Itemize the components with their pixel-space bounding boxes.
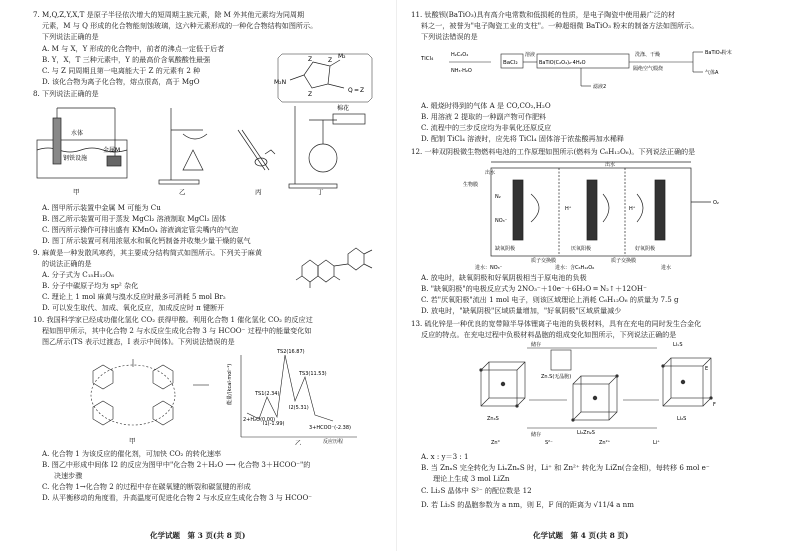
q12-option-b: B. "缺氧阴极"的电极反应式为 2NO₃⁻＋10e⁻＋6H₂O ═ N₂↑＋12OH⁻ [421,284,647,293]
q12-label-pem-1: 质子交换膜 [531,258,557,264]
q7-struct-label-6: Q [348,87,353,94]
q13-option-a: A. x : y＝3 : 1 [421,452,469,461]
q13-label-lixs: LiₓS [673,342,683,348]
q11-flow-nh3: NH₃·H₂O [451,68,472,74]
q9-molecule-figure [292,240,382,292]
q13-option-b-line1: B. 当 ZnₓS 完全转化为 LiₓZnₓS 时，Li⁺ 和 Zn²⁺ 转化为 LiZn(合金相)，每转移 6 mol e⁻ [421,463,710,472]
q12-label-pem-2: 质子交换膜 [611,258,637,264]
q11-flow-solution: 溶液 [525,52,536,58]
q11-option-c: C. 流程中的三步反应均为非氧化还原反应 [421,123,552,132]
q10-option-b-line1: B. 图乙中形成中间体 I2 的反应为图甲中"化合物 2＋H₂O ⟶ 化合物 3＋HCOO⁻"的 [42,460,311,469]
q7-option-c: C. 与 Z 同周期且第一电离能大于 Z 的元素有 2 种 [42,66,201,75]
q10-stem-line2: 程如图甲所示，其中化合物 2 与水反应生成化合物 3 与 HCOO⁻ 过程中的能量变化如 [42,326,312,335]
q9-stem-line1: 9. 麻黄是一种发散风寒药，其主要成分结构简式如图所示。下列关于麻黄 [33,248,262,257]
q12-label-anoxic-cathode: 缺氧阴极 [495,246,516,252]
q7-struct-label-1: M₂N [274,79,287,86]
q9-stem-line2: 的说法正确的是 [42,259,92,268]
q10-option-c: C. 化合物 1→化合物 2 的过程中存在碳氧键的断裂和碳氢键的形成 [42,482,251,491]
q7-stem-line3: 下列说法正确的是 [42,32,99,41]
q10-option-d: D. 从平衡移动的角度看，升高温度可促进化合物 2 与水反应生成化合物 3 与 HCOO⁻ [42,493,313,502]
q7-struct-label-4: M₂ [338,53,346,60]
q13-legend-zn2: Zn²⁺ [599,440,611,446]
q10-stem-line3: 图乙所示(TS 表示过渡态，I 表示中间体)。下列说法错误的是 [42,337,235,346]
q8-caption-yi: 乙 [179,188,186,196]
q7-stem-line2: 元素，M 与 Q 形成的化合物能刻蚀玻璃，这六种元素形成的一种化合物结构如图所示。 [42,21,318,30]
q7-option-d: D. 该化合物为离子化合物，熔点很高，高于 MgO [42,77,200,86]
q11-flow-gas-a: 气体A [705,70,719,76]
q12-label-outflow-1: 出水 [485,170,496,176]
q13-label-e: E [705,366,709,372]
q7-struct-label-8: Z [360,87,365,94]
q10-caption-yi: 乙 [295,439,302,445]
q13-legend-zn0: Zn⁰ [491,440,500,446]
q10-i2: I2(5.31) [289,405,309,411]
q12-option-a: A. 放电时，缺氧阴极和好氧阴极相当于原电池的负极 [421,273,587,282]
q9-option-a: A. 分子式为 C₁₅H₁₂O₆ [42,270,114,279]
q8-label-water: 水体 [71,130,84,137]
q11-flow-calcine: 隔绝空气煅烧 [633,66,664,72]
q11-flow-ticl4: TiCl₄ [421,56,434,62]
q10-option-a: A. 化合物 1 为该反应的催化剂，可加快 CO₂ 的转化速率 [42,449,222,458]
q12-label-inflow: 进水 [661,265,672,270]
q13-option-c: C. Li₂S 晶体中 S²⁻ 的配位数是 12 [421,486,532,495]
q8-option-a: A. 图甲所示装置中金属 M 可能为 Cu [42,203,161,212]
q12-label-biofilm: 生物膜 [463,182,479,188]
q10-ts3: TS3(11.53) [299,371,327,377]
q12-label-aerobic-cathode: 好氧阴极 [635,246,656,252]
q12-label-inflow-glucose: 进水：含C₆H₁₂O₆ [555,265,595,270]
q12-option-c: C. 若"厌氧阳极"流出 1 mol 电子，则该区域理论上消耗 C₆H₁₂O₆ 的质量为 7.5 g [421,295,679,304]
q8-option-d: D. 图丁所示装置可利用浓氨水和氧化钙制备并收集少量干燥的氨气 [42,236,251,245]
q8-label-steel: 钢铁设施 [63,155,88,162]
q10-option-b-line2: 决速步骤 [54,471,83,480]
q11-flow-wash: 洗涤、干燥 [635,52,661,58]
q12-label-n2: N₂ [495,194,501,200]
q13-option-d: D. 若 Li₂S 的晶胞参数为 a nm，则 E，F 间的距离为 √11/4 a nm [421,500,634,509]
q11-flow-intermediate: BaTiO(C₂O₄)₂·4H₂O [539,60,586,66]
q13-label-f: F [713,402,716,408]
q7-struct-label-2: Z [308,56,313,63]
q12-label-h1: H⁺ [565,206,572,212]
q13-label-znsunit: Zn.S(无晶胞) [541,374,572,380]
q11-option-b: B. 用溶液 2 提取的一种副产物可作肥料 [421,112,547,121]
q7-option-b: B. Y，X，T 三种元素中，Y 的最高价含氧酸酸性最强 [42,55,211,64]
right-page-footer: 化学试题 第 4 页(共 8 页) [533,531,629,540]
q10-caption-jia: 甲 [129,437,136,445]
q10-i1: I1(-1.99) [263,421,285,427]
q8-option-c: C. 图丙所示操作可排出盛有 KMnO₄ 溶液滴定管尖嘴内的气泡 [42,225,239,234]
q11-flow-product: BaTiO₃粉末 [705,50,732,56]
q7-struct-label-7: = [354,87,360,94]
q13-legend-s2: S²⁻ [545,440,553,446]
q9-option-c: C. 理论上 1 mol 麻黄与溴水反应时最多可消耗 5 mol Br₂ [42,292,226,301]
q11-stem-line3: 下列说法错误的是 [421,32,478,41]
q12-label-inflow-no3: 进水：NO₃⁻ [475,265,503,270]
q12-label-outflow-2: 出水 [605,162,616,168]
q7-struct-label-3: Z [328,57,333,64]
q12-label-no3: NO₃⁻ [495,218,508,224]
q7-structure-figure [268,50,383,105]
q8-label-cotton: 棉花 [337,105,350,112]
q7-stem-line1: 7. M,Q,Z,Y,X,T 是原子半径依次增大的短周期主族元素，除 M 外其他元素均为同周期 [33,10,305,19]
left-page-footer: 化学试题 第 3 页(共 8 页) [150,531,246,540]
q12-option-d: D. 放电时，"缺氧阴极"区域质量增加，"好氧阴极"区域质量减少 [421,306,622,315]
q8-option-b: B. 图乙所示装置可用于蒸发 MgCl₂ 溶液制取 MgCl₂ 固体 [42,214,227,223]
q12-stem: 12. 一种双阴极微生物燃料电池的工作原理如图所示(燃料为 C₆H₁₂O₆)。下列说法正确的是 [411,147,696,156]
q11-stem-line1: 11. 钛酸钡(BaTiO₃)具有高介电常数和低损耗的性质，是电子陶瓷中使用最广泛的材 [411,10,676,19]
q12-label-anaerobic-anode: 厌氧阳极 [571,246,592,252]
q11-flow-h2c2o4: H₂C₂O₄ [451,52,469,58]
q13-stem-line1: 13. 硫化锌是一种优良的宽带隙半导体锂离子电池的负极材料，具有在充电的同时发生合金化 [411,319,702,328]
q13-label-store-1: 储存 [531,342,542,348]
q11-option-d: D. 配制 TiCl₄ 溶液时，应先将 TiCl₄ 固体溶于浓盐酸再加水稀释 [421,134,625,143]
q12-label-o2: O₂ [713,200,719,206]
q10-end: 3+HCOO⁻(-2.38) [309,425,351,431]
q10-ts2: TS2(16.87) [277,349,305,355]
q10-start: 2+H₂O(0.00) [243,417,276,423]
q8-caption-ding: 丁 [317,188,324,196]
q10-ts1: TS1(2.34) [255,391,280,397]
q8-caption-bing: 丙 [255,188,262,196]
q10-ylabel: 能量/(kcal·mol⁻¹) [227,363,233,405]
q11-stem-line2: 料之一，被誉为"电子陶瓷工业的支柱"。一种超细微 BaTiO₃ 粉末的制备方法如图所示。 [421,21,699,30]
q12-cell-figure [455,158,735,270]
q11-flow-filtrate: 滤液2 [593,84,607,90]
q12-label-h2: H⁺ [629,206,636,212]
q13-label-li2zn2s: Li₂Zn₂S [577,430,595,436]
q11-option-a: A. 煅烧时得到的气体 A 是 CO,CO₂,H₂O [421,101,551,110]
q10-stem-line1: 10. 我国科学家已经成功催化氢化 CO₂ 获得甲酸。利用化合物 1 催化氢化 CO₂ 的反应过 [33,315,313,324]
q7-struct-label-5: Z [308,91,313,98]
q11-flow-bacl2: BaCl₂ [503,60,518,66]
q10-figure [33,345,373,445]
q7-option-a: A. M 与 X，Y 形成的化合物中，前者的沸点一定低于后者 [42,44,225,53]
q8-caption-jia: 甲 [73,188,80,196]
q9-option-b: B. 分子中碳原子均为 sp² 杂化 [42,281,139,290]
q13-stem-line2: 反应的特点。在充电过程中负极材料晶胞的组成变化如图所示，下列说法正确的是 [421,330,677,339]
q13-option-b-line2: 理论上生成 3 mol LiZn [433,474,510,483]
q13-crystal-figure [467,340,727,448]
q10-xlabel: 反应历程 [323,439,344,445]
q9-option-d: D. 可以发生取代、加成、氧化反应，加成反应时 π 键断开 [42,303,225,312]
q8-label-metal-m: 金属M [103,147,121,154]
q13-label-li2s: Li₂S [677,416,687,422]
q11-flowchart [421,42,761,97]
q8-stem: 8. 下列说法正确的是 [33,89,99,98]
q13-label-store-2: 储存 [531,432,542,438]
right-page [397,0,794,551]
q13-legend-li: Li⁺ [653,440,660,446]
q13-label-zn4s: Zn₄S [487,416,499,422]
q8-apparatus-figure [33,100,373,196]
